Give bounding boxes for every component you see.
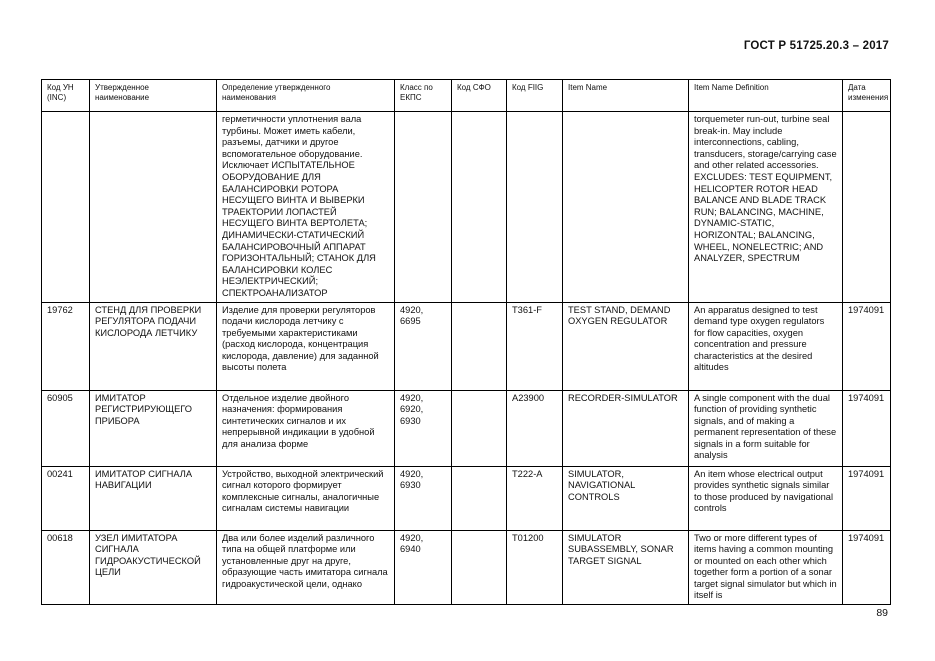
cell-item-name: TEST STAND, DEMAND OXYGEN REGULATOR [563,302,689,390]
cell-change-date: 1974091 [843,390,891,466]
cell-class: 4920, 6920, 6930 [395,390,452,466]
cell-sfo [452,302,507,390]
cell-change-date: 1974091 [843,466,891,530]
cell-fiig: T361-F [507,302,563,390]
cell-inc: 00241 [42,466,90,530]
cell-change-date: 1974091 [843,302,891,390]
cell-item-definition: An apparatus designed to test demand type oxygen regulators for flow capacities, oxygen concentration and pressure characteristics at the desired altitudes [689,302,843,390]
col-header-definition-ru: Определение утвержденного наименования [217,80,395,112]
cell-item-definition: An item whose electrical output provides synthetic signals similar to those produced by navigational controls [689,466,843,530]
table-row [42,302,891,390]
cell-definition-ru: Изделие для проверки регуляторов подачи кислорода летчику с требуемыми характеристиками (расход кислорода, концентрация кислорода, давление) для заданной высоты полета [217,302,395,390]
cell-item-definition: torquemeter run-out, turbine seal break-in. May include interconnections, cabling, transducers, storage/carrying case and other related accessories. EXCLUDES: TEST EQUIPMENT, HELICOPTER ROTOR HEAD BALANCE AND BLADE TRACK RUN; BALANCING, MACHINE, DYNAMIC-STATIC, HORIZONTAL; BALANCING, WHEEL, NONELECTRIC; AND ANALYZER, SPECTRUM [689,112,843,303]
cell-change-date [843,112,891,303]
cell-class: 4920, 6940 [395,530,452,605]
cell-fiig: T222-A [507,466,563,530]
cell-sfo [452,390,507,466]
col-header-item-name: Item Name [563,80,689,112]
cell-item-definition: Two or more different types of items having a common mounting or mounted on each other which together form a portion of a sonar target signal simulator but which in itself is [689,530,843,605]
page-number: 89 [876,607,888,619]
cell-change-date: 1974091 [843,530,891,605]
cell-inc: 00618 [42,530,90,605]
cell-item-name [563,112,689,303]
cell-sfo [452,466,507,530]
cell-item-name: SIMULATOR, NAVIGATIONAL CONTROLS [563,466,689,530]
cell-inc: 60905 [42,390,90,466]
col-header-fiig: Код FIIG [507,80,563,112]
table-header-row [42,80,891,112]
cell-definition-ru: Устройство, выходной электрический сигнал которого формирует комплексные сигналы, аналогичные сигналам системы навигации [217,466,395,530]
col-header-inc: Код УН (INC) [42,80,90,112]
cell-class [395,112,452,303]
cell-fiig [507,112,563,303]
cell-sfo [452,530,507,605]
cell-item-definition: A single component with the dual function of providing synthetic signals, and of making a permanent representation of these signals in a form suitable for analysis [689,390,843,466]
cell-fiig: T01200 [507,530,563,605]
table-row [42,466,891,530]
col-header-sfo: Код СФО [452,80,507,112]
document-code: ГОСТ Р 51725.20.3 – 2017 [743,40,889,52]
cell-definition-ru: Два или более изделий различного типа на общей платформе или установленные друг на друге, образующие часть имитатора сигнала гидроакустической цели, однако [217,530,395,605]
table-row [42,530,891,605]
cell-fiig: A23900 [507,390,563,466]
table-row [42,112,891,303]
col-header-change-date: Дата изменения [843,80,891,112]
col-header-approved-name: Утвержденное наименование [90,80,217,112]
col-header-class: Класс по ЕКПС [395,80,452,112]
cell-approved-name: УЗЕЛ ИМИТАТОРА СИГНАЛА ГИДРОАКУСТИЧЕСКОЙ ЦЕЛИ [90,530,217,605]
table-row [42,390,891,466]
cell-approved-name [90,112,217,303]
cell-item-name: RECORDER-SIMULATOR [563,390,689,466]
cell-definition-ru: герметичности уплотнения вала турбины. Может иметь кабели, разъемы, датчики и другое вспомогательное оборудование. Исключает ИСПЫТАТЕЛЬНОЕ ОБОРУДОВАНИЕ ДЛЯ БАЛАНСИРОВКИ РОТОРА НЕСУЩЕГО ВИНТА И ВЫВЕРКИ ТРАЕКТОРИИ ЛОПАСТЕЙ НЕСУЩЕГО ВИНТА ВЕРТОЛЕТА; ДИНАМИЧЕСКИ-СТАТИЧЕСКИЙ БАЛАНСИРОВОЧНЫЙ АППАРАТ ГОРИЗОНТАЛЬНЫЙ; СТАНОК ДЛЯ БАЛАНСИРОВКИ КОЛЕС НЕЭЛЕКТРИЧЕСКИЙ; СПЕКТРОАНАЛИЗАТОР [217,112,395,303]
col-header-item-definition: Item Name Definition [689,80,843,112]
cell-class: 4920, 6930 [395,466,452,530]
cell-definition-ru: Отдельное изделие двойного назначения: формирования синтетических сигналов и их непрерывной индикации в удобной для анализа форме [217,390,395,466]
cell-inc: 19762 [42,302,90,390]
cell-sfo [452,112,507,303]
cell-approved-name: ИМИТАТОР РЕГИСТРИРУЮЩЕГО ПРИБОРА [90,390,217,466]
cell-class: 4920, 6695 [395,302,452,390]
cell-inc [42,112,90,303]
cell-approved-name: ИМИТАТОР СИГНАЛА НАВИГАЦИИ [90,466,217,530]
nomenclature-table [41,79,891,605]
cell-approved-name: СТЕНД ДЛЯ ПРОВЕРКИ РЕГУЛЯТОРА ПОДАЧИ КИСЛОРОДА ЛЕТЧИКУ [90,302,217,390]
cell-item-name: SIMULATOR SUBASSEMBLY, SONAR TARGET SIGNAL [563,530,689,605]
